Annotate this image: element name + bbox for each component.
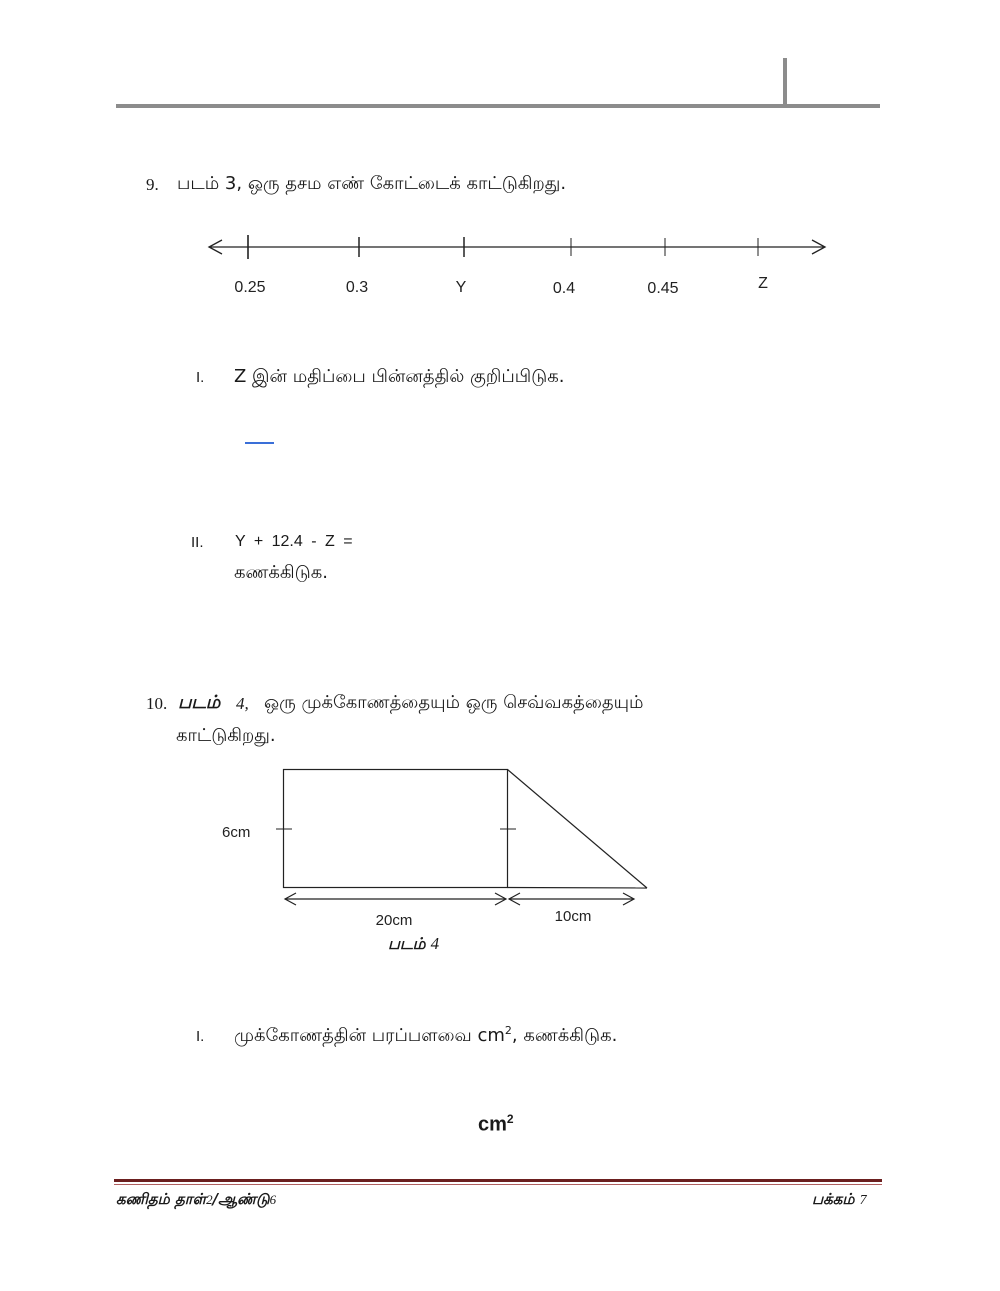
label-0-4: 0.4: [552, 280, 576, 297]
footer-right: [812, 1190, 867, 1210]
rectangle-shape: [284, 770, 508, 888]
footer-rule-dark: [114, 1179, 882, 1182]
question-10-text-line2: காட்டுகிறது.: [176, 725, 276, 746]
label-y: Y: [455, 279, 467, 296]
q9-part2-text: கணக்கிடுக.: [234, 562, 328, 583]
label-0-25: 0.25: [234, 279, 266, 296]
q10-part1-numeral: I.: [196, 1028, 205, 1045]
answer-unit-superscript: 2: [506, 1112, 514, 1126]
label-z: Z: [758, 275, 768, 292]
footer-rule-light: [114, 1184, 882, 1185]
q10-part1-text-after: , கணக்கிடுக.: [511, 1025, 618, 1046]
footer-year-num: 6: [269, 1192, 277, 1207]
footer-page-word: பக்கம்: [812, 1190, 855, 1208]
rect-width-label: 20cm: [375, 912, 413, 929]
footer-paper-num: 2: [206, 1192, 213, 1207]
question-9-number: 9.: [146, 175, 159, 194]
q9-part2-numeral: II.: [191, 534, 204, 551]
q10-part1-superscript: 2: [504, 1024, 512, 1037]
answer-unit: [478, 1112, 514, 1137]
q9-part1-text: Z இன் மதிப்பை பின்னத்தில் குறிப்பிடுக.: [234, 366, 565, 387]
triangle-hypotenuse: [508, 770, 648, 889]
question-10-number: 10.: [146, 694, 168, 713]
question-9-text: படம் 3, ஒரு தசம எண் கோட்டைக் காட்டுகிறது.: [177, 173, 567, 194]
rectangle-triangle-figure: [210, 760, 660, 935]
figure-caption-num: 4: [430, 934, 440, 953]
height-label: 6cm: [222, 824, 251, 841]
decimal-number-line: [200, 228, 840, 303]
q9-part1-answer-line[interactable]: [245, 442, 274, 444]
q9-part2-equation: Y + 12.4 - Z =: [235, 533, 353, 550]
footer-left: [116, 1190, 276, 1210]
label-0-45: 0.45: [647, 280, 679, 297]
figure-caption: [388, 934, 439, 955]
header-rule: [116, 104, 880, 108]
label-0-3: 0.3: [345, 279, 369, 296]
question-10-figure-num: 4,: [236, 694, 249, 713]
figure-caption-word: படம்: [388, 934, 426, 953]
triangle-base: [508, 888, 648, 889]
answer-unit-text: cm: [478, 1113, 507, 1136]
header-divider: [783, 58, 787, 106]
q10-part1-text: [234, 1024, 617, 1048]
footer-subject: கணிதம் தாள்: [116, 1190, 207, 1208]
footer-year-word: /ஆண்டு: [212, 1190, 270, 1208]
question-10-text-line1: ஒரு முக்கோணத்தையும் ஒரு செவ்வகத்தையும்: [264, 692, 644, 713]
question-10-figure-ref: படம்: [178, 692, 221, 713]
footer-page-num: 7: [859, 1193, 867, 1208]
q9-part1-numeral: I.: [196, 369, 205, 386]
q10-part1-text-before: முக்கோணத்தின் பரப்பளவை cm: [234, 1025, 505, 1046]
triangle-base-label: 10cm: [554, 908, 592, 925]
